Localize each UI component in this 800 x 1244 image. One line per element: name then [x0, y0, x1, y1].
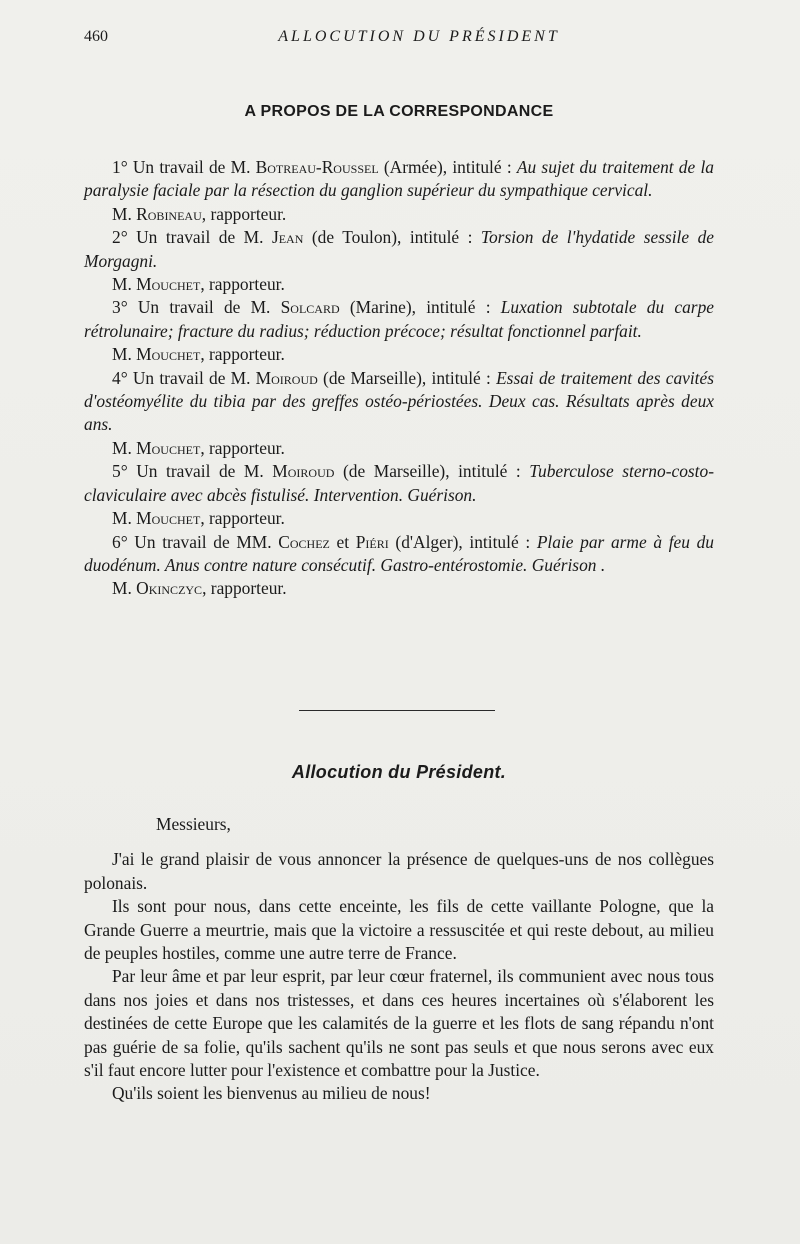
entry-intro: 5° Un travail de M.: [112, 461, 273, 482]
rapporteur-name: Mouchet: [136, 437, 201, 458]
correspondance-entry-4: [84, 367, 714, 437]
rapporteur-prefix: M.: [112, 437, 137, 458]
entry-affiliation: (Marine), intitulé :: [339, 297, 501, 318]
rapporteur-name: Mouchet: [136, 508, 201, 529]
rapporteur-prefix: M.: [112, 508, 137, 529]
rapporteur-prefix: M.: [112, 344, 137, 365]
entry-affiliation: (de Marseille), intitulé :: [334, 461, 530, 482]
entry-author: Jean: [271, 227, 304, 248]
entry-title: Torsion de l'hydatide sessile de Morgagni.: [84, 227, 714, 271]
entry-author: Solcard: [280, 297, 340, 318]
page-number: 460: [84, 28, 108, 45]
rapporteur-line-3: [84, 343, 714, 366]
correspondance-entry-3: [84, 296, 714, 343]
allocution-body: [84, 813, 714, 1106]
entry-author: Botreau-Roussel: [255, 157, 379, 177]
rapporteur-name: Mouchet: [136, 344, 201, 365]
rapporteur-suffix: , rapporteur.: [200, 274, 285, 295]
rapporteur-suffix: , rapporteur.: [200, 437, 285, 458]
rapporteur-prefix: M.: [112, 274, 137, 295]
speech-paragraph-1: J'ai le grand plaisir de vous annoncer la présence de quelques-uns de nos collègues polonais.: [84, 849, 714, 893]
rapporteur-prefix: M.: [112, 578, 137, 599]
entry-affiliation: (de Toulon), intitulé :: [303, 227, 481, 248]
speech-paragraph-2: Ils sont pour nous, dans cette enceinte, les fils de cette vaillante Pologne, que la Grande Guerre a meurtrie, mais que la victoire a ressuscitée et qui reste debout, au milieu de peuples hostiles, comme une autre terre de France.: [84, 896, 714, 964]
entry-title: Tuberculose sterno-costo-claviculaire avec abcès fistulisé. Intervention. Guérison.: [84, 461, 714, 505]
rapporteur-suffix: , rapporteur.: [200, 508, 285, 529]
running-head: [84, 28, 714, 52]
entry-intro: 1° Un travail de M.: [112, 157, 256, 177]
section-heading: A PROPOS DE LA CORRESPONDANCE: [244, 103, 554, 120]
entry-intro: 6° Un travail de MM.: [112, 531, 279, 552]
rapporteur-suffix: , rapporteur.: [200, 344, 285, 365]
rapporteur-name: Okinczyc: [136, 578, 203, 599]
entry-title: Luxation subtotale du carpe rétrolunaire; fracture du radius; réduction précoce; résultat fonctionnel parfait.: [84, 297, 714, 341]
rapporteur-line-4: [84, 437, 714, 460]
entry-affiliation: (Armée), intitulé :: [378, 157, 517, 177]
section-divider: [299, 710, 495, 711]
correspondance-entry-1: [84, 156, 714, 203]
correspondance-entry-6: [84, 531, 714, 578]
rapporteur-suffix: , rapporteur.: [202, 578, 287, 599]
allocution-title: Allocution du Président.: [291, 762, 507, 782]
rapporteur-line-1: [84, 203, 714, 226]
entry-intro: 4° Un travail de M.: [112, 367, 256, 388]
rapporteur-line-2: [84, 273, 714, 296]
rapporteur-name: Robineau: [136, 203, 202, 224]
entry-conjunction: et: [329, 531, 356, 552]
rapporteur-name: Mouchet: [136, 274, 201, 295]
entry-author: Cochez: [278, 531, 330, 552]
entry-author: Moiroud: [272, 461, 335, 482]
rapporteur-line-6: [84, 577, 714, 600]
speech-paragraph-3: Par leur âme et par leur esprit, par leur cœur fraternel, ils communient avec nous tous dans nos joies et dans nos tristesses, et dans ces heures incertaines où s'élaborent les destinées de cette Europe que les calamités de la guerre et les flots de sang répandu n'ont pas guérie de sa folie, qu'ils sachent qu'ils ne sont pas seuls et que nous serons avec eux s'il faut encore lutter pour l'existence et combattre pour la Justice.: [84, 966, 714, 1081]
entry-title: Au sujet du traitement de la paralysie faciale par la résection du ganglion supérieur du sympathique cervical.: [84, 157, 714, 201]
entry-intro: 3° Un travail de M.: [112, 297, 281, 318]
running-title: ALLOCUTION DU PRÉSIDENT: [278, 28, 560, 45]
entry-title: Essai de traitement des cavités d'ostéomyélite du tibia par des greffes ostéo-périostées. Deux cas. Résultats après deux ans.: [84, 367, 715, 435]
correspondance-entry-2: [84, 226, 714, 273]
salutation: Messieurs,: [156, 814, 231, 834]
entry-affiliation: (d'Alger), intitulé :: [388, 531, 537, 552]
rapporteur-prefix: M.: [112, 203, 137, 224]
rapporteur-line-5: [84, 507, 714, 530]
entry-title: Plaie par arme à feu du duodénum. Anus contre nature consécutif. Gastro-entérostomie. Guérison .: [84, 531, 715, 575]
correspondance-entry-5: [84, 460, 714, 507]
entry-intro: 2° Un travail de M.: [112, 227, 272, 248]
correspondance-list: [84, 156, 714, 601]
rapporteur-suffix: , rapporteur.: [201, 203, 287, 224]
entry-author: Moiroud: [255, 367, 318, 388]
speech-paragraph-4: Qu'ils soient les bienvenus au milieu de nous!: [112, 1083, 431, 1104]
entry-author-2: Piéri: [355, 531, 389, 552]
entry-affiliation: (de Marseille), intitulé :: [317, 367, 497, 388]
